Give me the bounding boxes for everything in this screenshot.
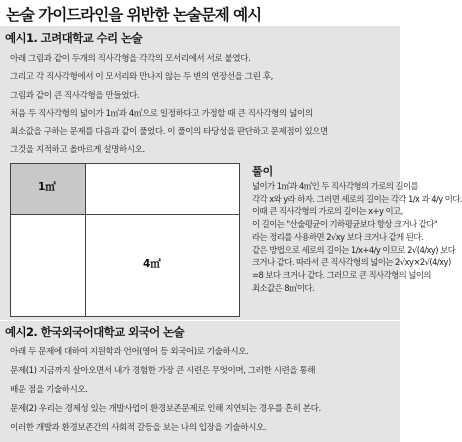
solution-line: 최소값은 8㎡이다. (252, 282, 315, 293)
page-title: 논술 가이드라인을 위반한 논술문제 예시 (6, 6, 262, 24)
large-area-label: 4㎡ (143, 258, 161, 270)
problem-line: 처음 두 직사각형의 넓이가 1㎡과 4㎡으로 일정하다고 가정할 때 큰 직사각형의 넓이의 (10, 108, 313, 119)
solution-line: 이때 큰 직사각형의 가로의 길이는 x+y 이고, (252, 206, 403, 217)
question-line: 배운 점을 기술하시오. (10, 385, 88, 395)
problem-line: 최소값을 구하는 문제를 다음과 같이 풀었다. 이 풀이의 타당성을 판단하고 문제점이 있으면 (10, 127, 328, 138)
example2-heading: 예시2. 한국외국어대학교 외국어 논술 (5, 325, 185, 339)
question-line: 아래 두 문제에 대하여 지원학과 언어(영어 등 외국어)로 기술하시오. (10, 347, 249, 357)
rectangle-diagram (10, 163, 240, 317)
problem-line: 아래 그림과 같이 두개의 직사각형을 각각의 모서리에서 서로 붙였다. (10, 54, 251, 64)
example2-text (10, 343, 321, 438)
problem-line: 그림과 같이 큰 직사각형을 만들었다. (10, 90, 140, 101)
example1-heading: 예시1. 고려대학교 수리 논술 (5, 31, 142, 45)
small-area-label: 1㎡ (38, 181, 56, 193)
solution-line: 같은 방법으로 세로의 길이는 1/x+4/y 이므로 2√(4/xy) 보다 (252, 244, 456, 255)
example1-problem-text (10, 50, 328, 160)
solution-line: 이 길이는 "산술평균이 기하평균보다 항상 크거나 같다" (252, 219, 438, 230)
problem-line: 그것을 지적하고 올바르게 설명하시오. (10, 145, 145, 156)
extension-line-vertical (85, 214, 86, 316)
question-line: 문제(2) 우리는 경제성 있는 개발사업이 환경보존문제로 인해 지연되는 경우를 흔히 본다. (10, 404, 321, 414)
example1-box (0, 26, 462, 320)
solution-line: 크거나 같다. 따라서 큰 직사각형의 넓이는 2√xy×2√(4/xy) (252, 257, 451, 268)
solution-text (252, 180, 462, 294)
problem-line: 그리고 각 직사각형에서 이 모서리와 만나지 않는 두 변의 연장선을 그린 후, (10, 72, 273, 83)
question-line: 문제(1) 지금까지 살아오면서 내가 경험한 가장 큰 시련은 무엇이며, 그러한 시련을 통해 (10, 366, 316, 376)
solution-line: 각각 x와 y라 하자. 그러면 세로의 길이는 각각 1/x 과 4/y 이다. (252, 193, 462, 204)
solution-line: 넓이가 1㎡과 4㎡인 두 직사각형의 가로의 길이를 (252, 181, 419, 191)
solution-line: =8 보다 크거나 같다. 그러므로 큰 직사각형의 넓이의 (252, 269, 431, 280)
question-line: 이러한 개발과 환경보존간의 사회적 갈등을 보는 나의 입장을 기술하시오. (10, 423, 267, 433)
example2-box (0, 321, 400, 442)
solution-line: 라는 정리를 사용하면 2√xy 보다 크거나 같게 된다. (252, 231, 423, 242)
solution-heading: 풀이 (252, 165, 274, 178)
extension-line-horizontal (85, 214, 239, 215)
